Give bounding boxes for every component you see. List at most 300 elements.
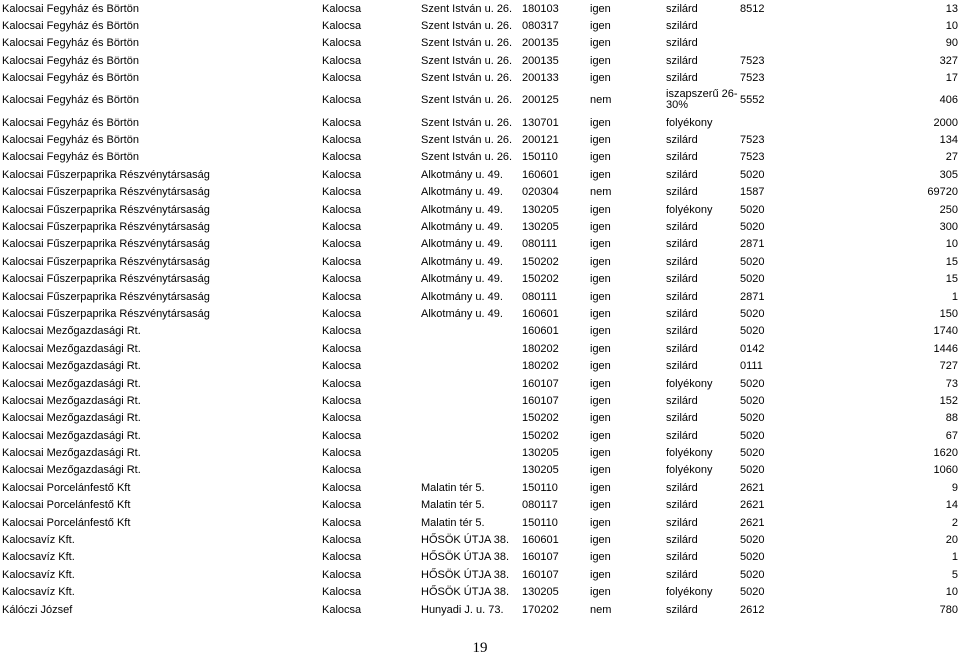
table-row bbox=[0, 462, 960, 479]
waste-code-cell: 150110 bbox=[522, 516, 558, 529]
address-cell: Szent István u. 26. bbox=[421, 94, 513, 107]
state-cell: szilárd bbox=[666, 151, 698, 164]
table-row bbox=[0, 270, 960, 287]
state-cell: szilárd bbox=[666, 238, 698, 251]
activity-code-cell: 7523 bbox=[740, 151, 765, 164]
quantity-cell: 406 bbox=[939, 94, 958, 107]
company-name-cell: Kalocsai Fűszerpaprika Részvénytársaság bbox=[2, 168, 210, 181]
activity-code-cell: 2621 bbox=[740, 516, 765, 529]
address-cell bbox=[419, 340, 520, 357]
city-cell: Kalocsa bbox=[322, 94, 362, 107]
activity-code-cell bbox=[738, 114, 838, 131]
table-row bbox=[0, 17, 960, 34]
state-cell: szilárd bbox=[666, 168, 698, 181]
state-cell: szilárd bbox=[666, 551, 698, 564]
waste-code-cell: 130205 bbox=[522, 447, 559, 460]
activity-code-cell: 7523 bbox=[740, 72, 765, 85]
company-name-cell: Kalocsavíz Kft. bbox=[2, 551, 75, 564]
hazardous-flag-cell: igen bbox=[590, 134, 611, 147]
waste-code-cell: 150202 bbox=[522, 255, 559, 268]
city-cell: Kalocsa bbox=[322, 255, 362, 268]
table-row bbox=[0, 531, 960, 548]
waste-code-cell: 080111 bbox=[522, 290, 558, 303]
table-row bbox=[0, 444, 960, 461]
company-name-cell: Kalocsai Porcelánfestő Kft bbox=[2, 516, 131, 529]
company-name-cell: Kálóczi József bbox=[2, 603, 73, 616]
activity-code-cell: 8512 bbox=[740, 2, 765, 15]
waste-code-cell: 080111 bbox=[522, 238, 558, 251]
company-name-cell: Kalocsai Porcelánfestő Kft bbox=[2, 499, 131, 512]
state-cell: szilárd bbox=[666, 360, 698, 373]
activity-code-cell: 0111 bbox=[740, 360, 763, 373]
table-row bbox=[0, 584, 960, 601]
state-cell: szilárd bbox=[666, 325, 698, 338]
hazardous-flag-cell: igen bbox=[590, 377, 611, 390]
table-row bbox=[0, 497, 960, 514]
waste-code-cell: 150110 bbox=[522, 481, 558, 494]
address-cell bbox=[419, 444, 520, 461]
city-cell: Kalocsa bbox=[322, 516, 362, 529]
hazardous-flag-cell: igen bbox=[590, 203, 611, 216]
city-cell: Kalocsa bbox=[322, 2, 362, 15]
city-cell: Kalocsa bbox=[322, 220, 362, 233]
address-cell: Szent István u. 26. bbox=[421, 116, 513, 129]
company-name-cell: Kalocsai Mezőgazdasági Rt. bbox=[2, 325, 141, 338]
hazardous-flag-cell: igen bbox=[590, 273, 611, 286]
city-cell: Kalocsa bbox=[322, 325, 362, 338]
hazardous-flag-cell: igen bbox=[590, 151, 611, 164]
address-cell: Szent István u. 26. bbox=[421, 2, 513, 15]
state-cell: szilárd bbox=[666, 429, 698, 442]
waste-code-cell: 130205 bbox=[522, 203, 559, 216]
waste-code-cell: 200121 bbox=[522, 134, 559, 147]
city-cell: Kalocsa bbox=[322, 447, 362, 460]
table-row bbox=[0, 114, 960, 131]
activity-code-cell: 2612 bbox=[740, 603, 765, 616]
waste-code-cell: 080317 bbox=[522, 20, 559, 33]
hazardous-flag-cell: igen bbox=[590, 54, 611, 67]
waste-code-cell: 160107 bbox=[522, 394, 559, 407]
state-cell: folyékony bbox=[666, 464, 713, 477]
quantity-cell: 88 bbox=[945, 412, 958, 425]
waste-code-cell: 200125 bbox=[522, 94, 559, 107]
table-row bbox=[0, 253, 960, 270]
state-cell: szilárd bbox=[666, 2, 698, 15]
activity-code-cell: 5020 bbox=[740, 534, 765, 547]
address-cell bbox=[419, 410, 520, 427]
company-name-cell: Kalocsai Fűszerpaprika Részvénytársaság bbox=[2, 186, 210, 199]
company-name-cell: Kalocsai Fegyház és Börtön bbox=[2, 72, 139, 85]
city-cell: Kalocsa bbox=[322, 116, 362, 129]
quantity-cell: 15 bbox=[945, 255, 958, 268]
address-cell: Alkotmány u. 49. bbox=[421, 255, 503, 268]
quantity-cell: 27 bbox=[945, 151, 958, 164]
table-row bbox=[0, 35, 960, 52]
hazardous-flag-cell: igen bbox=[590, 238, 611, 251]
address-cell: HŐSÖK ÚTJA 38. bbox=[421, 534, 510, 547]
address-cell: Szent István u. 26. bbox=[421, 37, 513, 50]
state-cell: szilárd bbox=[666, 603, 698, 616]
waste-code-cell: 160107 bbox=[522, 551, 559, 564]
quantity-cell: 10 bbox=[945, 586, 958, 599]
city-cell: Kalocsa bbox=[322, 377, 362, 390]
company-name-cell: Kalocsai Fűszerpaprika Részvénytársaság bbox=[2, 307, 210, 320]
quantity-cell: 17 bbox=[945, 72, 958, 85]
company-name-cell: Kalocsai Fegyház és Börtön bbox=[2, 37, 139, 50]
city-cell: Kalocsa bbox=[322, 534, 362, 547]
state-cell: szilárd bbox=[666, 568, 698, 581]
activity-code-cell: 2621 bbox=[740, 481, 765, 494]
city-cell: Kalocsa bbox=[322, 394, 362, 407]
city-cell: Kalocsa bbox=[322, 307, 362, 320]
quantity-cell: 727 bbox=[939, 360, 958, 373]
hazardous-flag-cell: igen bbox=[590, 516, 611, 529]
address-cell: Malatin tér 5. bbox=[421, 516, 485, 529]
state-cell: szilárd bbox=[666, 37, 698, 50]
hazardous-flag-cell: igen bbox=[590, 342, 611, 355]
address-cell bbox=[419, 375, 520, 392]
activity-code-cell bbox=[738, 17, 838, 34]
address-cell bbox=[419, 357, 520, 374]
company-name-cell: Kalocsai Fegyház és Börtön bbox=[2, 116, 139, 129]
activity-code-cell: 5020 bbox=[740, 273, 765, 286]
hazardous-flag-cell: igen bbox=[590, 394, 611, 407]
page-number: 19 bbox=[472, 640, 488, 656]
waste-code-cell: 180202 bbox=[522, 342, 559, 355]
table-row bbox=[0, 149, 960, 166]
state-cell: szilárd bbox=[666, 220, 698, 233]
activity-code-cell: 5020 bbox=[740, 447, 765, 460]
activity-code-cell: 2871 bbox=[740, 238, 765, 251]
address-cell: Szent István u. 26. bbox=[421, 134, 513, 147]
address-cell bbox=[419, 323, 520, 340]
waste-code-cell: 160601 bbox=[522, 307, 559, 320]
waste-code-cell: 180202 bbox=[522, 360, 559, 373]
state-cell: szilárd bbox=[666, 273, 698, 286]
activity-code-cell: 5552 bbox=[740, 94, 765, 107]
waste-code-cell: 160601 bbox=[522, 168, 559, 181]
quantity-cell: 1 bbox=[951, 290, 958, 303]
hazardous-flag-cell: igen bbox=[590, 72, 611, 85]
activity-code-cell: 5020 bbox=[740, 307, 765, 320]
state-cell: folyékony bbox=[666, 203, 713, 216]
activity-code-cell: 5020 bbox=[740, 325, 765, 338]
address-cell: Szent István u. 26. bbox=[421, 20, 513, 33]
state-cell: szilárd bbox=[666, 534, 698, 547]
company-name-cell: Kalocsai Mezőgazdasági Rt. bbox=[2, 412, 141, 425]
quantity-cell: 305 bbox=[939, 168, 958, 181]
activity-code-cell: 5020 bbox=[740, 377, 765, 390]
table-row bbox=[0, 323, 960, 340]
city-cell: Kalocsa bbox=[322, 168, 362, 181]
hazardous-flag-cell: igen bbox=[590, 220, 611, 233]
state-cell: folyékony bbox=[666, 447, 713, 460]
city-cell: Kalocsa bbox=[322, 203, 362, 216]
city-cell: Kalocsa bbox=[322, 37, 362, 50]
waste-code-cell: 150202 bbox=[522, 412, 559, 425]
table-row bbox=[0, 166, 960, 183]
hazardous-flag-cell: igen bbox=[590, 307, 611, 320]
activity-code-cell: 5020 bbox=[740, 255, 765, 268]
address-cell: Alkotmány u. 49. bbox=[421, 203, 503, 216]
waste-code-cell: 160107 bbox=[522, 377, 559, 390]
hazardous-flag-cell: igen bbox=[590, 116, 611, 129]
company-name-cell: Kalocsai Mezőgazdasági Rt. bbox=[2, 342, 141, 355]
company-name-cell: Kalocsavíz Kft. bbox=[2, 568, 75, 581]
waste-code-cell: 200133 bbox=[522, 72, 559, 85]
quantity-cell: 15 bbox=[945, 273, 958, 286]
address-cell bbox=[419, 427, 520, 444]
quantity-cell: 1 bbox=[951, 551, 958, 564]
quantity-cell: 1446 bbox=[933, 342, 958, 355]
activity-code-cell bbox=[738, 35, 838, 52]
address-cell: Alkotmány u. 49. bbox=[421, 220, 503, 233]
table-row bbox=[0, 357, 960, 374]
activity-code-cell: 5020 bbox=[740, 220, 765, 233]
quantity-cell: 1740 bbox=[933, 325, 958, 338]
quantity-cell: 90 bbox=[945, 37, 958, 50]
state-cell: folyékony bbox=[666, 586, 713, 599]
state-cell: szilárd bbox=[666, 516, 698, 529]
city-cell: Kalocsa bbox=[322, 20, 362, 33]
hazardous-flag-cell: igen bbox=[590, 499, 611, 512]
table-row bbox=[0, 566, 960, 583]
city-cell: Kalocsa bbox=[322, 464, 362, 477]
state-cell: szilárd bbox=[666, 499, 698, 512]
hazardous-flag-cell: igen bbox=[590, 325, 611, 338]
waste-code-cell: 150110 bbox=[522, 151, 558, 164]
activity-code-cell: 7523 bbox=[740, 54, 765, 67]
quantity-cell: 150 bbox=[939, 307, 958, 320]
address-cell: Alkotmány u. 49. bbox=[421, 290, 503, 303]
quantity-cell: 2 bbox=[951, 516, 958, 529]
table-row bbox=[0, 184, 960, 201]
city-cell: Kalocsa bbox=[322, 586, 362, 599]
hazardous-flag-cell: igen bbox=[590, 168, 611, 181]
company-name-cell: Kalocsai Mezőgazdasági Rt. bbox=[2, 377, 141, 390]
quantity-cell: 69720 bbox=[927, 186, 958, 199]
city-cell: Kalocsa bbox=[322, 273, 362, 286]
address-cell: Szent István u. 26. bbox=[421, 151, 513, 164]
address-cell: HŐSÖK ÚTJA 38. bbox=[421, 568, 510, 581]
address-cell: Alkotmány u. 49. bbox=[421, 307, 503, 320]
activity-code-cell: 2621 bbox=[740, 499, 765, 512]
table-row bbox=[0, 514, 960, 531]
hazardous-flag-cell: igen bbox=[590, 586, 611, 599]
city-cell: Kalocsa bbox=[322, 603, 362, 616]
company-name-cell: Kalocsai Fűszerpaprika Részvénytársaság bbox=[2, 255, 210, 268]
table-row bbox=[0, 131, 960, 148]
city-cell: Kalocsa bbox=[322, 412, 362, 425]
address-cell: Hunyadi J. u. 73. bbox=[421, 603, 504, 616]
table-row bbox=[0, 218, 960, 235]
activity-code-cell: 5020 bbox=[740, 464, 765, 477]
table-row bbox=[0, 70, 960, 87]
company-name-cell: Kalocsai Porcelánfestő Kft bbox=[2, 481, 131, 494]
address-cell: Alkotmány u. 49. bbox=[421, 186, 503, 199]
activity-code-cell: 5020 bbox=[740, 551, 765, 564]
address-cell: Malatin tér 5. bbox=[421, 481, 485, 494]
waste-code-cell: 160601 bbox=[522, 534, 559, 547]
state-cell: szilárd bbox=[666, 20, 698, 33]
address-cell: HŐSÖK ÚTJA 38. bbox=[421, 586, 510, 599]
activity-code-cell: 1587 bbox=[740, 186, 765, 199]
activity-code-cell: 5020 bbox=[740, 412, 765, 425]
waste-code-cell: 160601 bbox=[522, 325, 559, 338]
state-cell: szilárd bbox=[666, 134, 698, 147]
hazardous-flag-cell: igen bbox=[590, 534, 611, 547]
city-cell: Kalocsa bbox=[322, 134, 362, 147]
address-cell: Malatin tér 5. bbox=[421, 499, 485, 512]
company-name-cell: Kalocsai Fegyház és Börtön bbox=[2, 151, 139, 164]
address-cell bbox=[419, 392, 520, 409]
company-name-cell: Kalocsai Mezőgazdasági Rt. bbox=[2, 394, 141, 407]
address-cell bbox=[419, 462, 520, 479]
activity-code-cell: 5020 bbox=[740, 568, 765, 581]
waste-code-cell: 080117 bbox=[522, 499, 558, 512]
hazardous-flag-cell: igen bbox=[590, 360, 611, 373]
waste-code-cell: 200135 bbox=[522, 37, 559, 50]
hazardous-flag-cell: igen bbox=[590, 568, 611, 581]
waste-code-cell: 130205 bbox=[522, 586, 559, 599]
activity-code-cell: 7523 bbox=[740, 134, 765, 147]
quantity-cell: 1060 bbox=[933, 464, 958, 477]
company-name-cell: Kalocsai Fűszerpaprika Részvénytársaság bbox=[2, 220, 210, 233]
activity-code-cell: 5020 bbox=[740, 586, 765, 599]
address-cell: Alkotmány u. 49. bbox=[421, 238, 503, 251]
waste-code-cell: 130701 bbox=[522, 116, 559, 129]
hazardous-flag-cell: igen bbox=[590, 412, 611, 425]
activity-code-cell: 5020 bbox=[740, 203, 765, 216]
hazardous-flag-cell: igen bbox=[590, 2, 611, 15]
company-name-cell: Kalocsai Mezőgazdasági Rt. bbox=[2, 429, 141, 442]
company-name-cell: Kalocsai Fegyház és Börtön bbox=[2, 20, 139, 33]
table-row bbox=[0, 375, 960, 392]
waste-code-cell: 200135 bbox=[522, 54, 559, 67]
table-row bbox=[0, 201, 960, 218]
city-cell: Kalocsa bbox=[322, 551, 362, 564]
table-row bbox=[0, 340, 960, 357]
company-name-cell: Kalocsai Fűszerpaprika Részvénytársaság bbox=[2, 238, 210, 251]
hazardous-flag-cell: igen bbox=[590, 37, 611, 50]
hazardous-flag-cell: igen bbox=[590, 429, 611, 442]
state-cell: szilárd bbox=[666, 290, 698, 303]
hazardous-flag-cell: nem bbox=[590, 94, 612, 107]
address-cell: HŐSÖK ÚTJA 38. bbox=[421, 551, 510, 564]
company-name-cell: Kalocsai Mezőgazdasági Rt. bbox=[2, 464, 141, 477]
waste-code-cell: 150202 bbox=[522, 429, 559, 442]
city-cell: Kalocsa bbox=[322, 342, 362, 355]
table-row bbox=[0, 0, 960, 17]
address-cell: Szent István u. 26. bbox=[421, 72, 513, 85]
company-name-cell: Kalocsai Fegyház és Börtön bbox=[2, 94, 139, 107]
company-name-cell: Kalocsai Fűszerpaprika Részvénytársaság bbox=[2, 203, 210, 216]
company-name-cell: Kalocsavíz Kft. bbox=[2, 534, 75, 547]
quantity-cell: 14 bbox=[945, 499, 958, 512]
city-cell: Kalocsa bbox=[322, 481, 362, 494]
city-cell: Kalocsa bbox=[322, 429, 362, 442]
activity-code-cell: 5020 bbox=[740, 168, 765, 181]
state-cell: iszapszerű 26-30% bbox=[666, 88, 738, 112]
quantity-cell: 250 bbox=[939, 203, 958, 216]
quantity-cell: 780 bbox=[939, 603, 958, 616]
state-cell: szilárd bbox=[666, 394, 698, 407]
company-name-cell: Kalocsai Fegyház és Börtön bbox=[2, 54, 139, 67]
quantity-cell: 300 bbox=[939, 220, 958, 233]
waste-code-cell: 160107 bbox=[522, 568, 559, 581]
quantity-cell: 1620 bbox=[933, 447, 958, 460]
state-cell: szilárd bbox=[666, 307, 698, 320]
activity-code-cell: 5020 bbox=[740, 394, 765, 407]
city-cell: Kalocsa bbox=[322, 290, 362, 303]
table-row bbox=[0, 549, 960, 566]
company-name-cell: Kalocsai Fegyház és Börtön bbox=[2, 134, 139, 147]
city-cell: Kalocsa bbox=[322, 151, 362, 164]
city-cell: Kalocsa bbox=[322, 499, 362, 512]
waste-code-cell: 130205 bbox=[522, 220, 559, 233]
state-cell: szilárd bbox=[666, 342, 698, 355]
table-row bbox=[0, 601, 960, 618]
table-row bbox=[0, 427, 960, 444]
waste-code-cell: 150202 bbox=[522, 273, 559, 286]
quantity-cell: 327 bbox=[939, 54, 958, 67]
city-cell: Kalocsa bbox=[322, 568, 362, 581]
address-cell: Alkotmány u. 49. bbox=[421, 168, 503, 181]
quantity-cell: 10 bbox=[945, 20, 958, 33]
table-row bbox=[0, 392, 960, 409]
state-cell: szilárd bbox=[666, 255, 698, 268]
hazardous-flag-cell: igen bbox=[590, 290, 611, 303]
quantity-cell: 20 bbox=[945, 534, 958, 547]
city-cell: Kalocsa bbox=[322, 360, 362, 373]
waste-code-cell: 130205 bbox=[522, 464, 559, 477]
city-cell: Kalocsa bbox=[322, 54, 362, 67]
table-row bbox=[0, 87, 960, 114]
state-cell: szilárd bbox=[666, 186, 698, 199]
quantity-cell: 10 bbox=[945, 238, 958, 251]
hazardous-flag-cell: igen bbox=[590, 255, 611, 268]
city-cell: Kalocsa bbox=[322, 72, 362, 85]
city-cell: Kalocsa bbox=[322, 186, 362, 199]
state-cell: folyékony bbox=[666, 377, 713, 390]
company-name-cell: Kalocsai Mezőgazdasági Rt. bbox=[2, 447, 141, 460]
table-row bbox=[0, 305, 960, 322]
table-row bbox=[0, 52, 960, 69]
state-cell: szilárd bbox=[666, 54, 698, 67]
state-cell: folyékony bbox=[666, 116, 713, 129]
table-row bbox=[0, 288, 960, 305]
quantity-cell: 13 bbox=[945, 2, 958, 15]
state-cell: szilárd bbox=[666, 481, 698, 494]
table-row bbox=[0, 236, 960, 253]
state-cell: szilárd bbox=[666, 72, 698, 85]
company-name-cell: Kalocsai Fűszerpaprika Részvénytársaság bbox=[2, 273, 210, 286]
company-name-cell: Kalocsai Mezőgazdasági Rt. bbox=[2, 360, 141, 373]
hazardous-flag-cell: igen bbox=[590, 464, 611, 477]
quantity-cell: 9 bbox=[951, 481, 958, 494]
company-name-cell: Kalocsai Fűszerpaprika Részvénytársaság bbox=[2, 290, 210, 303]
address-cell: Alkotmány u. 49. bbox=[421, 273, 503, 286]
quantity-cell: 67 bbox=[945, 429, 958, 442]
hazardous-flag-cell: igen bbox=[590, 20, 611, 33]
state-cell: szilárd bbox=[666, 412, 698, 425]
quantity-cell: 2000 bbox=[933, 116, 958, 129]
waste-code-cell: 170202 bbox=[522, 603, 559, 616]
quantity-cell: 152 bbox=[939, 394, 958, 407]
hazardous-flag-cell: nem bbox=[590, 603, 612, 616]
activity-code-cell: 0142 bbox=[740, 342, 765, 355]
waste-code-cell: 020304 bbox=[522, 186, 559, 199]
